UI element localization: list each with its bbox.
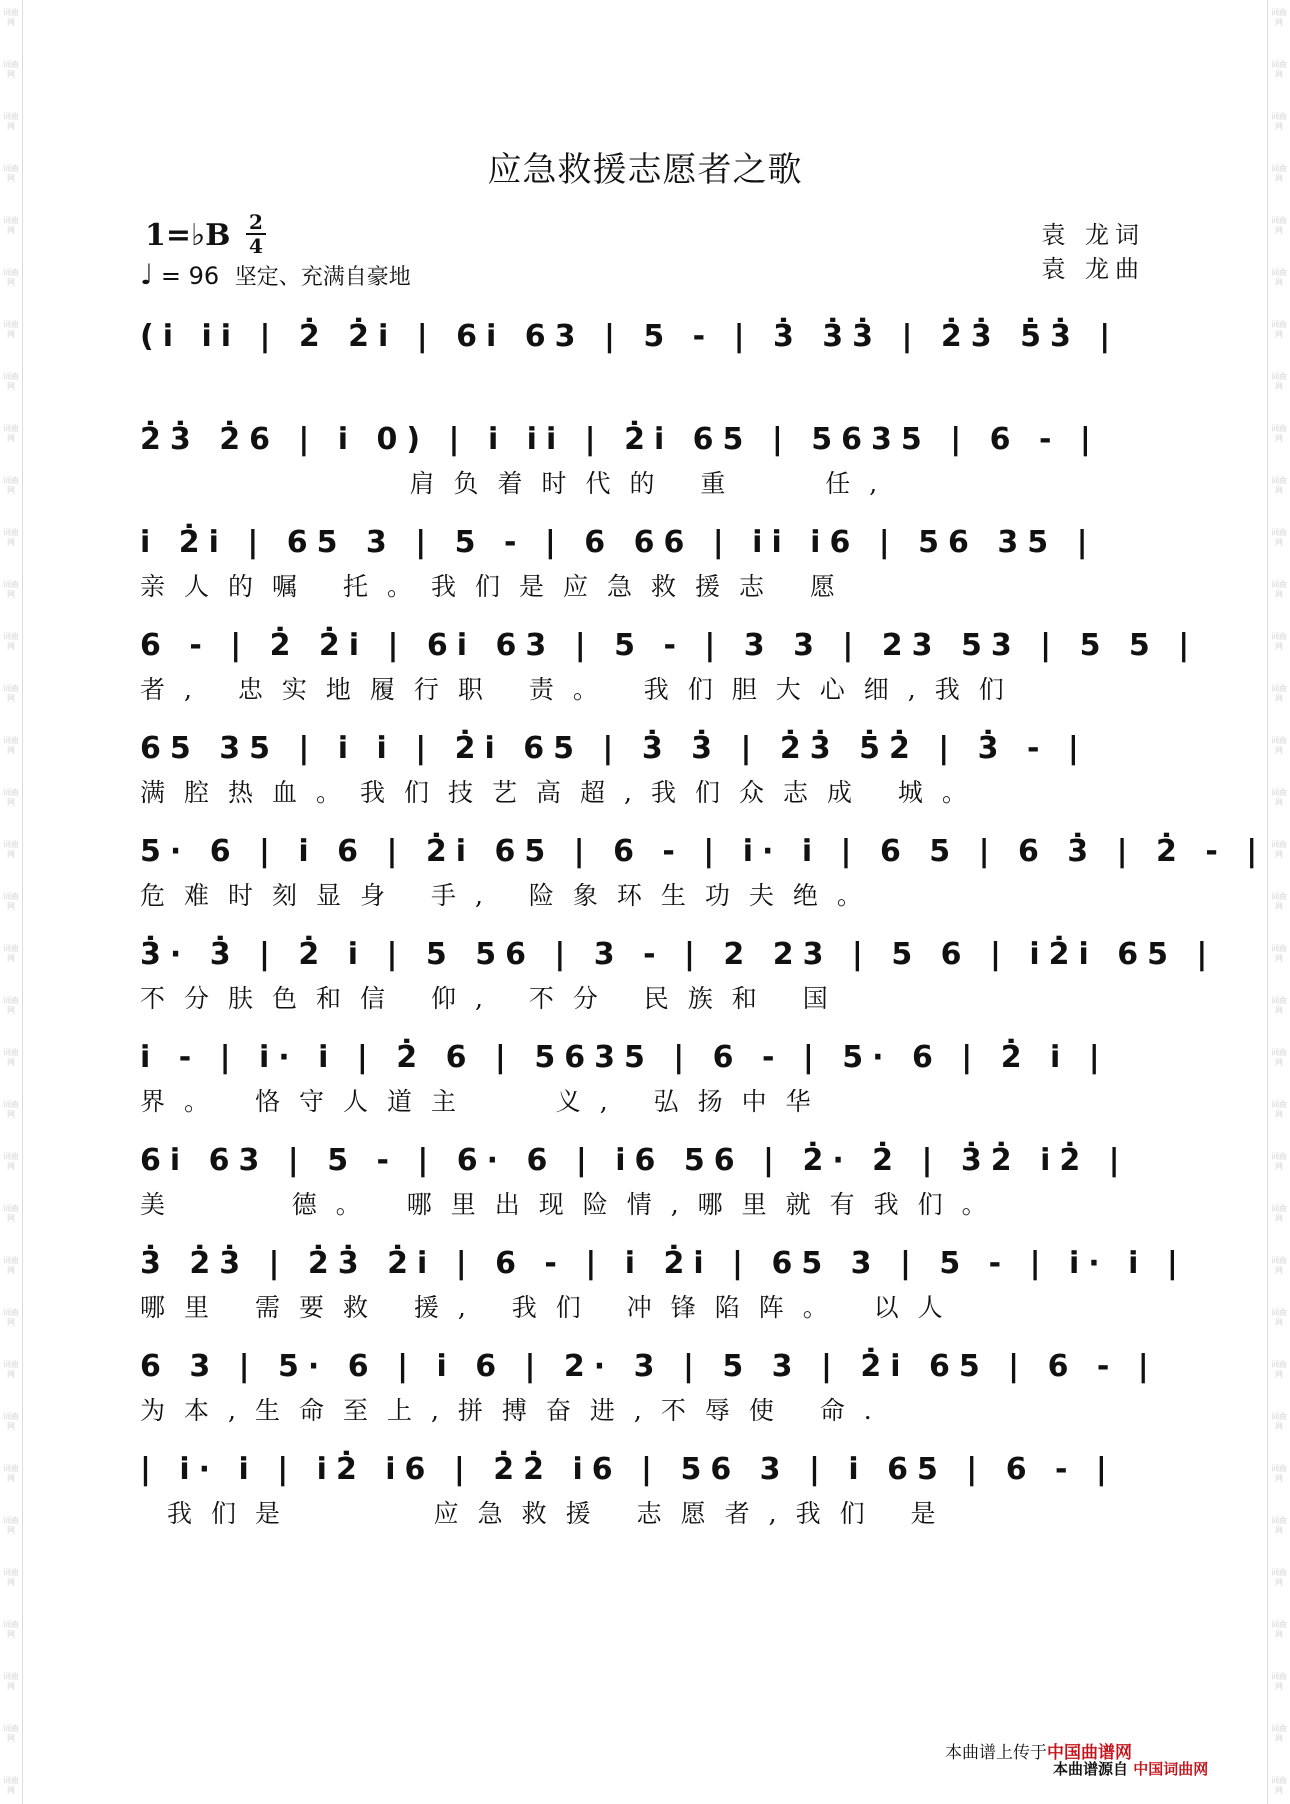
time-signature-bottom: 4 [249,234,263,258]
footer-upload-brand: 中国曲谱网 [1047,1743,1132,1763]
score-system [140,1438,1150,1541]
watermark-text: 词曲网 [3,476,19,495]
watermark-text: 词曲网 [3,736,19,755]
watermark-text: 词曲网 [3,1048,19,1067]
watermark-text: 词曲网 [1271,164,1287,183]
watermark-text: 词曲网 [3,164,19,183]
credits [1041,218,1145,286]
watermark-text: 词曲网 [1271,632,1287,651]
watermark-text: 词曲网 [1271,1100,1287,1119]
lyrics-line: 亲人的嘱 托。我们是应急救援志 愿 [140,572,854,601]
notation-line: 3̇· 3̇ | 2̇ i̇ | 5 56 | 3 - | 2 23 | 5 6 | i̇2̇i̇ 65 | [140,937,1217,972]
watermark-text: 词曲网 [3,8,19,27]
watermark-text: 词曲网 [3,320,19,339]
lyrics-line: 满腔热血。我们技艺高超,我们众志成 城。 [140,778,986,807]
watermark-text: 词曲网 [3,1256,19,1275]
notation-line: 6 3 | 5· 6 | i̇ 6 | 2· 3 | 5 3 | 2̇i̇ 65 | 6 - | [140,1349,1158,1384]
watermark-text: 词曲网 [1271,528,1287,547]
watermark-text: 词曲网 [1271,60,1287,79]
watermark-text: 词曲网 [1271,1724,1287,1743]
watermark-text: 词曲网 [3,840,19,859]
watermark-text: 词曲网 [3,1620,19,1639]
watermark-text: 词曲网 [3,944,19,963]
score-system [140,1232,1187,1335]
watermark-text: 词曲网 [3,1308,19,1327]
notation-line: 2̇3̇ 2̇6 | i̇ 0) | i̇ i̇i̇ | 2̇i̇ 65 | 5635 | 6 - | [140,422,1100,457]
watermark-text: 词曲网 [1271,996,1287,1015]
watermark-text: 词曲网 [1271,580,1287,599]
watermark-text: 词曲网 [1271,424,1287,443]
key-signature: 1=♭B [145,218,231,253]
footer-source-text: 本曲谱源自 [1053,1760,1129,1778]
watermark-text: 词曲网 [3,528,19,547]
watermark-text: 词曲网 [3,112,19,131]
watermark-text: 词曲网 [3,1464,19,1483]
watermark-text: 词曲网 [3,788,19,807]
notation-line: 6 - | 2̇ 2̇i̇ | 6i̇ 63 | 5 - | 3 3 | 23 53 | 5 5 | [140,628,1199,663]
watermark-text: 词曲网 [1271,1568,1287,1587]
score-system [140,511,1150,614]
watermark-text: 词曲网 [1271,840,1287,859]
notation-line: 5· 6 | i̇ 6 | 2̇i̇ 65 | 6 - | i̇· i̇ | 6 5 | 6 3̇ | 2̇ - | [140,834,1267,869]
watermark-text: 词曲网 [3,1776,19,1795]
notation-line: i̇ 2̇i̇ | 65 3 | 5 - | 6 66 | i̇i̇ i̇6 | 56 35 | [140,525,1097,560]
expression-marking: 坚定、充满自豪地 [234,265,411,290]
lyrics-line: 哪里 需要救 援, 我们 冲锋陷阵。 以人 [140,1293,962,1322]
watermark-text: 词曲网 [1271,372,1287,391]
watermark-text: 词曲网 [1271,1776,1287,1795]
score-system [140,717,1150,820]
watermark-text: 词曲网 [1271,1412,1287,1431]
footer-source-brand: 中国词曲网 [1133,1760,1209,1778]
watermark-text: 词曲网 [1271,1152,1287,1171]
lyrics-line: 不分肤色和信 仰, 不分 民族和 国 [140,984,847,1013]
lyrics-line: 肩负着时代的 重 任, [140,469,897,498]
watermark-text: 词曲网 [3,1152,19,1171]
notation-line: | i̇· i̇ | i̇2̇ i̇6 | 2̇2̇ i̇6 | 56 3 | i̇ 65 | 6 - | [140,1452,1116,1487]
watermark-text: 词曲网 [3,1100,19,1119]
watermark-text: 词曲网 [1271,684,1287,703]
score-system [140,820,1267,923]
watermark-text: 词曲网 [1271,1360,1287,1379]
watermark-text: 词曲网 [3,684,19,703]
watermark-text: 词曲网 [3,1204,19,1223]
watermark-text: 词曲网 [1271,268,1287,287]
tempo-marking [140,258,411,291]
watermark-text: 词曲网 [3,1516,19,1535]
time-signature-top: 2 [249,210,263,234]
watermark-text: 词曲网 [3,1412,19,1431]
watermark-text: 词曲网 [3,424,19,443]
watermark-text: 词曲网 [1271,8,1287,27]
score-system [140,1335,1158,1438]
watermark-text: 词曲网 [1271,1308,1287,1327]
watermark-text: 词曲网 [1271,476,1287,495]
watermark-text: 词曲网 [3,1568,19,1587]
score-system [140,408,1150,511]
watermark-text: 词曲网 [1271,1464,1287,1483]
notation-line: i̇ - | i̇· i̇ | 2̇ 6 | 5635 | 6 - | 5· 6 | 2̇ i̇ | [140,1040,1109,1075]
watermark-text: 词曲网 [1271,1048,1287,1067]
score-system [140,1026,1150,1129]
watermark-text: 词曲网 [1271,1204,1287,1223]
lyrics-line: 危难时刻显身 手, 险象环生功夫绝。 [140,881,881,910]
lyricist-credit: 袁 龙词 [1041,221,1145,249]
watermark-text: 词曲网 [1271,788,1287,807]
lyrics-line: 美 德。 哪里出现险情,哪里就有我们。 [140,1190,1006,1219]
tempo-value: = 96 [160,262,220,290]
watermark-text: 词曲网 [3,216,19,235]
score [140,305,1267,1541]
footer-source-line [1053,1758,1208,1779]
watermark-text: 词曲网 [1271,736,1287,755]
watermark-text: 词曲网 [3,1360,19,1379]
watermark-text: 词曲网 [1271,892,1287,911]
quarter-note-icon: ♩ [140,258,154,291]
watermark-text: 词曲网 [3,1724,19,1743]
watermark-text: 词曲网 [1271,1620,1287,1639]
lyrics-line: 者, 忠实地履行职 责。 我们胆大心细,我们 [140,675,1023,704]
watermark-text: 词曲网 [3,892,19,911]
footer-upload-text: 本曲谱上传于 [945,1743,1047,1763]
lyrics-line: 界。 恪守人道主 义, 弘扬中华 [140,1087,830,1116]
watermark-text: 词曲网 [3,60,19,79]
page-title: 应急救援志愿者之歌 [487,150,803,190]
watermark-text: 词曲网 [3,996,19,1015]
watermark-text: 词曲网 [3,1672,19,1691]
time-signature [246,212,266,256]
watermark-text: 词曲网 [1271,944,1287,963]
watermark-text: 词曲网 [3,372,19,391]
score-system [140,614,1199,717]
composer-credit: 袁 龙曲 [1041,255,1145,283]
notation-line: 6i̇ 63 | 5 - | 6· 6 | i̇6 56 | 2̇· 2̇ | 3̇2̇ i̇2̇ | [140,1143,1129,1178]
watermark-text: 词曲网 [1271,1672,1287,1691]
score-system [140,1129,1150,1232]
watermark-text: 词曲网 [3,580,19,599]
watermark-text: 词曲网 [1271,1256,1287,1275]
notation-line: (i̇ i̇i̇ | 2̇ 2̇i̇ | 6i̇ 63 | 5 - | 3̇ 3̇3̇ | 2̇3̇ 5̇3̇ | [140,319,1120,354]
watermark-text: 词曲网 [1271,1516,1287,1535]
watermark-text: 词曲网 [1271,320,1287,339]
watermark-text: 词曲网 [1271,216,1287,235]
score-system [140,923,1217,1026]
watermark-text: 词曲网 [3,268,19,287]
lyrics-line: 我们是 应急救援 志愿者,我们 是 [140,1499,955,1528]
lyrics-line: 为本,生命至上,拼搏奋进,不辱使 命. [140,1396,891,1425]
watermark-text: 词曲网 [1271,112,1287,131]
notation-line: 3̇ 2̇3̇ | 2̇3̇ 2̇i̇ | 6 - | i̇ 2̇i̇ | 65 3 | 5 - | i̇· i̇ | [140,1246,1187,1281]
score-system [140,305,1150,408]
notation-line: 65 35 | i̇ i̇ | 2̇i̇ 65 | 3̇ 3̇ | 2̇3̇ 5̇2̇ | 3̇ - | [140,731,1088,766]
watermark-text: 词曲网 [3,632,19,651]
